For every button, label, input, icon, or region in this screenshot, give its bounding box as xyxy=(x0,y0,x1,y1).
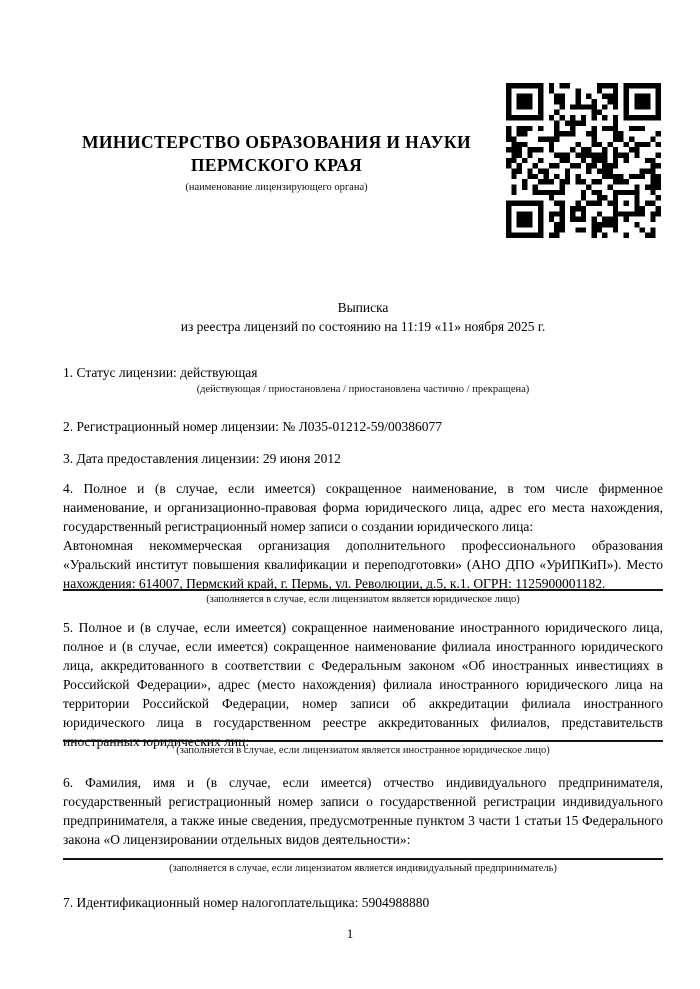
item-individual-entrepreneur-hint: (заполняется в случае, если лицензиатом является индивидуальный предприниматель) xyxy=(63,858,663,876)
item-individual-entrepreneur-rule xyxy=(63,858,663,876)
item-foreign-entity-hint: (заполняется в случае, если лицензиатом является иностранное юридическое лицо) xyxy=(63,740,663,758)
document-title-line2: из реестра лицензий по состоянию на 11:19 «11» ноября 2025 г. xyxy=(180,319,546,334)
qr-code-icon xyxy=(506,83,661,238)
ministry-name-line1: МИНИСТЕРСТВО ОБРАЗОВАНИЯ И НАУКИ xyxy=(82,132,471,152)
item-license-status-hint: (действующая / приостановлена / приостановлена частично / прекращена) xyxy=(196,384,530,395)
item-individual-entrepreneur xyxy=(63,773,663,849)
item-individual-entrepreneur-intro: 6. Фамилия, имя и (в случае, если имеется) отчество индивидуального предпринимателя, государственный регистрационный номер записи о государственной регистрации индивидуального предпринимателя, а также иные сведения, предусмотренные пунктом 3 части 1 статьи 15 Федерального закона «О лицензировании отдельных видов деятельности»: xyxy=(63,775,663,847)
item-license-date-text: 3. Дата предоставления лицензии: 29 июня 2012 xyxy=(63,451,341,466)
item-registration-number-text: 2. Регистрационный номер лицензии: № Л035-01212-59/00386077 xyxy=(63,419,443,434)
item-license-date xyxy=(63,449,663,468)
item-foreign-entity-intro: 5. Полное и (в случае, если имеется) сокращенное наименование иностранного юридического лица, полное и (в случае, если имеется) сокращенное наименование филиала иностранного юридического лица, аккредитованного в соответствии с Федеральным законом «Об иностранных инвестициях в Российской Федерации», адрес (место нахождения) филиала иностранного юридического лица на территории Российской Федерации, номер записи об аккредитации филиала иностранного юридического лица в государственном реестре аккредитованных филиалов, представительств иностранных юридических лиц: xyxy=(63,620,663,749)
item-legal-entity-hint: (заполняется в случае, если лицензиатом является юридическое лицо) xyxy=(63,589,663,607)
ministry-caption: (наименование лицензирующего органа) xyxy=(185,182,368,193)
item-legal-entity-value: Автономная некоммерческая организация дополнительного профессионального образования «Уральский институт повышения квалификации и переподготовки» (АНО ДПО «УрИПКиП»). Место нахождения: 614007, Пермский край, г. Пермь, ул. Революции, д.5, к.1. ОГРН: 1125900001182. xyxy=(63,538,663,591)
item-taxpayer-number-text: 7. Идентификационный номер налогоплательщика: 5904988880 xyxy=(63,895,430,910)
document-title xyxy=(63,298,663,336)
item-legal-entity-intro: 4. Полное и (в случае, если имеется) сокращенное наименование, в том числе фирменное наименование, и организационно-правовая форма юридического лица, адрес его места нахождения, государственный регистрационный номер записи о создании юридического лица: xyxy=(63,481,663,534)
document-title-line1: Выписка xyxy=(337,300,389,315)
item-foreign-entity-rule xyxy=(63,740,663,758)
item-legal-entity-rule xyxy=(63,589,663,607)
item-license-status-text: 1. Статус лицензии: действующая xyxy=(63,365,258,380)
ministry-name-line2: ПЕРМСКОГО КРАЯ xyxy=(190,155,363,175)
item-license-status xyxy=(63,363,663,397)
item-taxpayer-number xyxy=(63,893,663,912)
item-registration-number xyxy=(63,417,663,436)
item-foreign-entity xyxy=(63,618,663,751)
ministry-header xyxy=(73,131,480,194)
page-number: 1 xyxy=(346,926,354,941)
item-legal-entity xyxy=(63,479,663,593)
